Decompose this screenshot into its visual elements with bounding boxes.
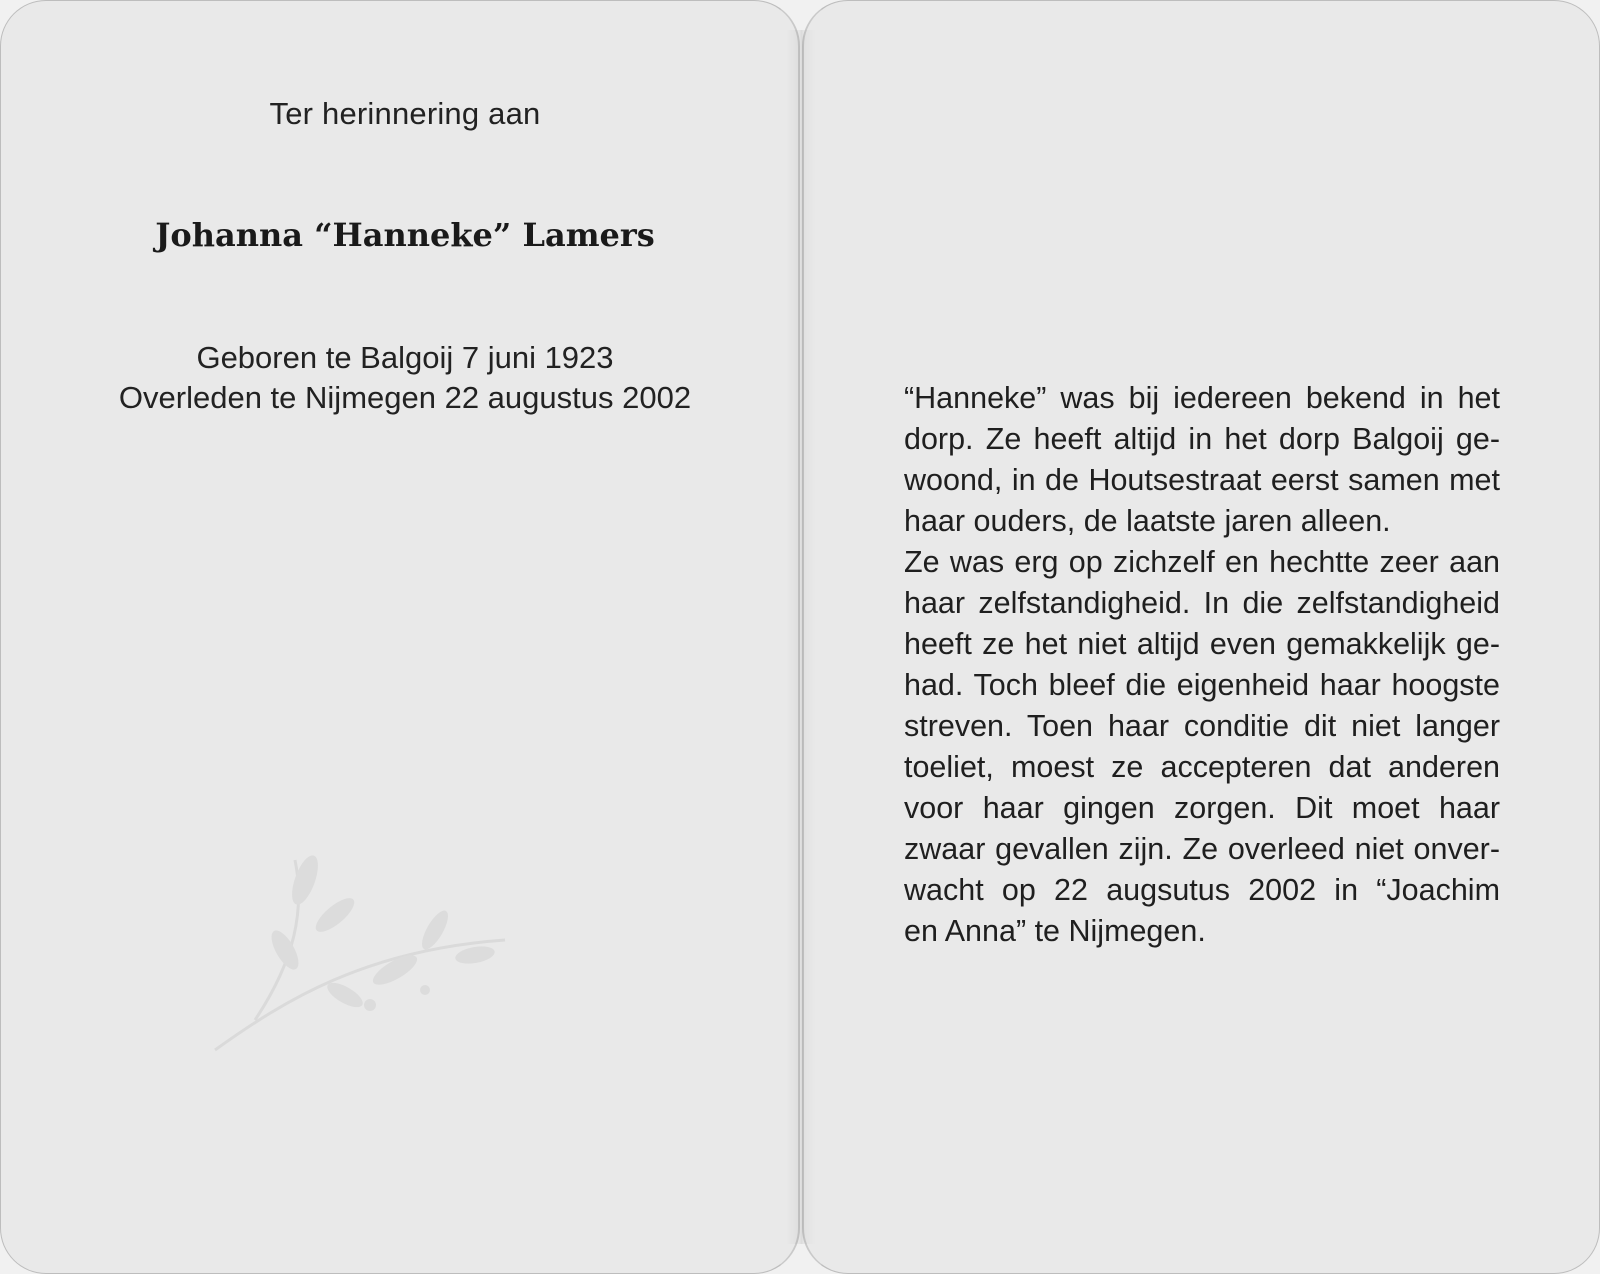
bio-line: voor haar gingen zorgen. Dit moet haar <box>904 791 1500 825</box>
bio-line: toeliet, moest ze accepteren dat anderen <box>904 750 1500 784</box>
bio-line: haar zelfstandigheid. In die zelfstandigheid <box>904 586 1500 620</box>
bio-line: dorp. Ze heeft altijd in het dorp Balgoij ge- <box>904 422 1500 456</box>
embossed-olive-branch-icon <box>195 820 525 1070</box>
bio-line: wacht op 22 augsutus 2002 in “Joachim <box>904 873 1500 907</box>
bio-line: Ze was erg op zichzelf en hechtte zeer aan <box>904 545 1500 579</box>
bio-line: streven. Toen haar conditie dit niet langer <box>904 709 1500 743</box>
bio-line: had. Toch bleef die eigenheid haar hoogste <box>904 668 1500 702</box>
bio-line: haar ouders, de laatste jaren alleen. <box>904 504 1391 538</box>
deceased-name: Johanna “Hanneke” Lamers <box>155 216 655 254</box>
bio-line: zwaar gevallen zijn. Ze overleed niet onver- <box>904 832 1500 866</box>
bio-line: woond, in de Houtsestraat eerst samen met <box>904 463 1500 497</box>
card-heading: Ter herinnering aan <box>269 96 541 131</box>
death-line: Overleden te Nijmegen 22 augustus 2002 <box>118 380 692 415</box>
bio-line: “Hanneke” was bij iedereen bekend in het <box>904 381 1500 415</box>
card-fold <box>786 30 816 1244</box>
bio-line: heeft ze het niet altijd even gemakkelijk ge- <box>904 627 1500 661</box>
birth-line: Geboren te Balgoij 7 juni 1923 <box>196 340 614 375</box>
life-dates <box>0 338 810 418</box>
bio-line: en Anna” te Nijmegen. <box>904 914 1206 948</box>
biography-text <box>904 378 1500 952</box>
